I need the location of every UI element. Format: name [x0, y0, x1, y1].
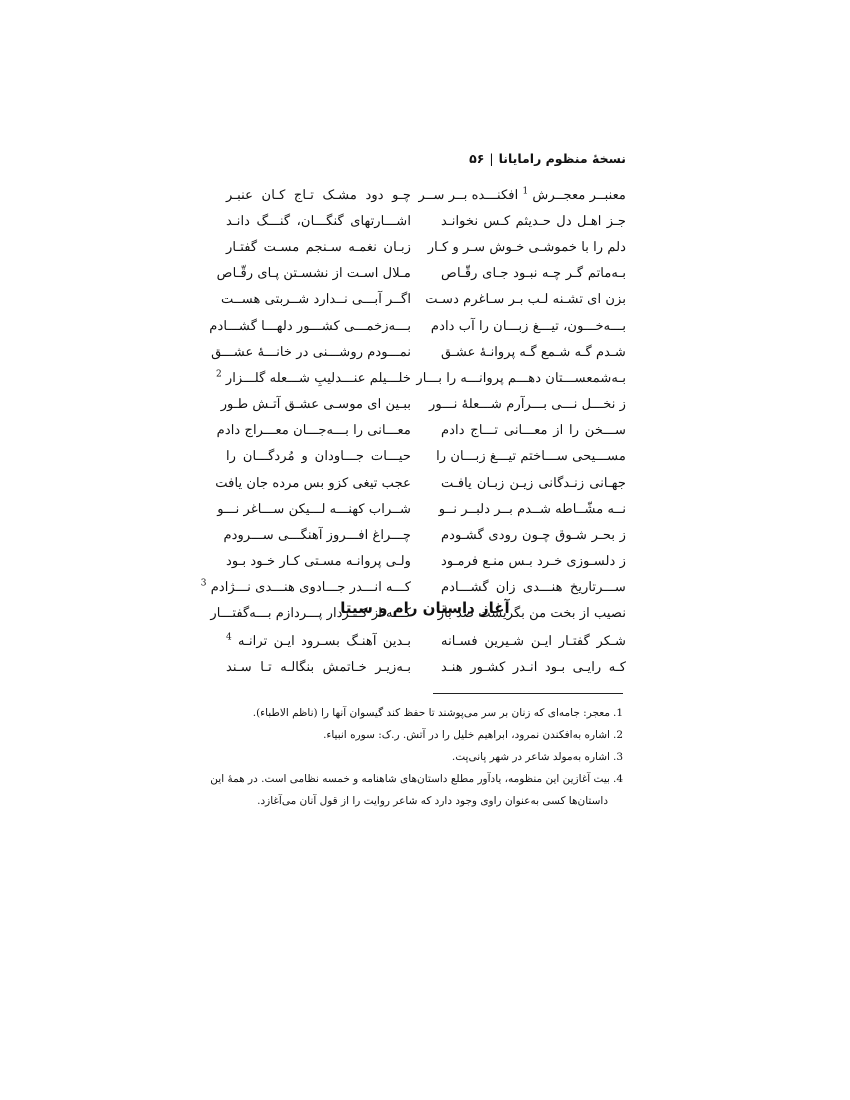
verse-7 [211, 340, 626, 366]
book-title: نسخهٔ منظوم رامایانا [498, 151, 626, 166]
hemistich-right: مســـیحی ســـاختم تیـــغ زبـــان را [436, 449, 626, 464]
footnote-4 [210, 769, 623, 790]
footnote-number: 1. [612, 707, 623, 719]
hemistich-right: ز دلسـوزی خـرد بـس منـع فرمـود [441, 554, 626, 569]
hemistich-left: بـدین آهنـگ بسـرود ایـن ترانـه $^4$ [226, 632, 411, 649]
verse-2 [226, 209, 626, 235]
hemistich-right: جـز اهـل دل حـدیثم کـس نخوانـد [441, 214, 626, 229]
hemistich-left: مـلال اسـت از نشسـتن پـای رقّـاص [216, 266, 411, 281]
footnote-text: بیت آغازین این منظومه، یادآور مطلع داستان‌های شاهنامه و خمسه نظامی است. در همهٔ این [210, 773, 610, 785]
verse-13 [217, 497, 626, 523]
hemistich-left: اشـــارتهای گنگـــان، گنـــگ دانـد [226, 214, 411, 229]
footnote-ref-4: 4 [226, 632, 232, 643]
hemistich-right: ســـخن را از معـــانی تـــاج دادم [441, 423, 626, 438]
hemistich-left: شــراب کهنـــه لـــیکن ســـاغر نـــو [217, 502, 411, 517]
hemistich-right: ز بحـر شـوق چـون رودی گشـودم [441, 528, 626, 543]
footnote-text: داستان‌ها کسی به‌عنوان راوی وجود دارد که شاعر روایت را از قول آنان می‌آغازد. [257, 795, 608, 807]
verse-4 [216, 261, 626, 287]
hemistich-left: کـــه انـــدر جـــادوی هنـــدی نـــژادم $^3$ [200, 578, 411, 595]
hemistich-left: ببـین ای موسـی عشـق آتـش طـور [220, 397, 411, 412]
hemistich-left: نمـــودم روشـــنی در خانـــهٔ عشـــق [211, 345, 411, 360]
hemistich-left: زبـان نغمـه سـنجم مسـت گفتـار [226, 240, 411, 255]
verse-15 [226, 549, 626, 575]
verse-18 [226, 629, 626, 655]
hemistich-left: حیـــات جـــاودان و مُردگـــان را [226, 449, 411, 464]
footnote-rule [433, 693, 623, 694]
verse-9 [220, 392, 626, 418]
footnote-1 [227, 703, 623, 724]
hemistich-left: معـــانی را بـــه‌جـــان معـــراج دادم [216, 423, 411, 438]
hemistich-right: شـکر گفتـار ایـن شـیرین فسـانه [441, 634, 626, 649]
hemistich-left: اگــر آبـــی نــدارد شــربتی هســت [221, 292, 411, 307]
footnote-ref-1: 1 [522, 186, 529, 197]
hemistich-left: بـــه‌زخمـــی کشـــور دلهـــا گشـــادم [209, 319, 411, 334]
running-header [420, 151, 626, 167]
hemistich-left: بـه‌زیـر خـاتمش بنگالـه تـا سـند [226, 660, 411, 675]
verse-1 [226, 183, 626, 209]
hemistich-right: شـدم گـه شـمع گـه پروانـهٔ عشـق [440, 345, 626, 360]
hemistich-right: جهـانی زنـدگانی زیـن زبـان یافـت [441, 476, 626, 491]
hemistich-left: چـو دود مشـک تـاج کـان عنبـر [226, 188, 411, 203]
hemistich-right: نصیب از بخت من بگریست صد بار [437, 606, 626, 621]
footnote-text: اشاره به‌افکندن نمرود، ابراهیم خلیل را در آتش. ر.ک: سوره انبیاء. [323, 729, 610, 741]
footnote-4-continued [212, 791, 608, 812]
verse-12 [215, 471, 626, 497]
verse-19 [226, 655, 626, 681]
hemistich-right: بزن ای تشـنه لـب بـر سـاغرم دسـت [425, 292, 626, 307]
verse-5 [221, 287, 626, 313]
footnote-2 [227, 725, 623, 746]
footnote-ref-3: 3 [200, 578, 207, 589]
hemistich-left: چـــراغ افـــروز آهنگـــی ســـرودم [223, 528, 411, 543]
hemistich-right: بـه‌شمعســـتان دهـــم پروانـــه را بـــار [416, 371, 626, 386]
footnote-number: 4. [612, 773, 623, 785]
hemistich-right: نــه مشّــاطه شــدم بــر دلبــر نــو [438, 502, 626, 517]
footnote-ref-2: 2 [215, 369, 222, 380]
hemistich-right: بـه‌ماتم گـر چـه نبـود جـای رقّـاص [441, 266, 626, 281]
verse-6 [209, 314, 626, 340]
verse-3 [226, 235, 626, 261]
hemistich-right: ز نخـــل نـــی بـــرآرم شـــعلهٔ نـــور [429, 397, 626, 412]
hemistich-right: ســـرتاریخ هنـــدی زان گشـــادم [441, 580, 626, 595]
hemistich-right: دلم را با خموشـی خـوش سـر و کـار [427, 240, 626, 255]
hemistich-left: خلـــیلم عنـــدلیبِ شـــعله گلـــزار $^2$ [215, 369, 411, 386]
hemistich-left: ولـی پروانـه مسـتی کـار خـود بـود [226, 554, 411, 569]
hemistich-right: بـــه‌خـــون، تیـــغ زبـــان را آب دادم [430, 319, 626, 334]
header-separator: | [489, 151, 494, 166]
footnote-number: 3. [612, 751, 623, 763]
hemistich-right: کـه رایـی بـود انـدر کشـور هنـد [441, 660, 626, 675]
hemistich-left: عجب تیغی کزو بس مرده جان یافت [215, 476, 411, 491]
page-number: ۵۶ [469, 151, 485, 166]
verse-10 [216, 418, 626, 444]
hemistich-left: کـــه از کـــردار پـــردازم بـــه‌گفتـــار [210, 606, 411, 621]
footnote-text: معجر: جامه‌ای که زنان بر سر می‌پوشند تا حفظ کند گیسوان آنها را (ناظم الاطباء). [252, 707, 610, 719]
footnote-text: اشاره به‌مولد شاعر در شهر پانی‌پت. [451, 751, 610, 763]
hemistich-right: معنبــر معجــرش $^1$ افکنـــده بــر ســر [418, 186, 626, 203]
verse-8 [215, 366, 626, 392]
section-heading: آغاز داستان رام و سیتا [340, 599, 510, 617]
verse-11 [226, 444, 626, 470]
verse-14 [223, 523, 626, 549]
footnote-number: 2. [612, 729, 623, 741]
footnote-3 [227, 747, 623, 768]
